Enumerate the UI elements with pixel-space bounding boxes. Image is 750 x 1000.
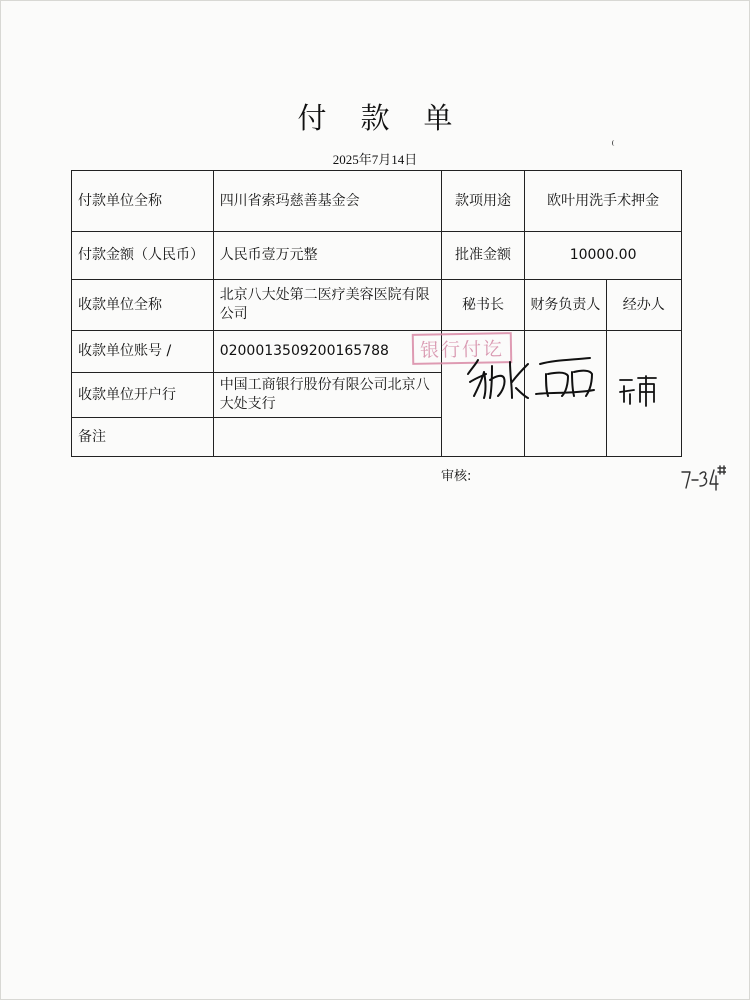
remark-label: 备注 xyxy=(72,418,214,457)
payer-value: 四川省索玛慈善基金会 xyxy=(213,171,441,232)
audit-label: 审核: xyxy=(441,469,472,484)
bank-label: 收款单位开户行 xyxy=(72,373,214,418)
purpose-value: 欧叶用洗手术押金 xyxy=(525,171,682,232)
secretary-signature xyxy=(462,352,532,408)
table-row xyxy=(72,171,682,232)
finance-head-label: 财务负责人 xyxy=(525,280,606,331)
handwritten-note xyxy=(678,462,726,492)
document-date: 2025年7月14日 xyxy=(332,152,418,167)
amount-label: 付款金额（人民币） xyxy=(72,232,214,280)
purpose-label: 款项用途 xyxy=(441,171,524,232)
secretary-label: 秘书长 xyxy=(441,280,524,331)
document-title: 付款单 xyxy=(297,101,487,135)
approved-amount-label: 批准金额 xyxy=(441,232,524,280)
account-value: 0200013509200165788 xyxy=(213,331,441,373)
table-row xyxy=(72,232,682,280)
payee-value: 北京八大处第二医疗美容医院有限公司 xyxy=(213,280,441,331)
payee-label: 收款单位全称 xyxy=(72,280,214,331)
account-label: 收款单位账号 / xyxy=(72,331,214,373)
handler-label: 经办人 xyxy=(606,280,681,331)
remark-value xyxy=(213,418,441,457)
pen-mark xyxy=(612,140,617,146)
bank-paid-stamp: 银行付讫 xyxy=(412,332,513,365)
approved-amount-value: 10000.00 xyxy=(525,232,682,280)
payer-label: 付款单位全称 xyxy=(72,171,214,232)
payment-form-table xyxy=(71,170,682,457)
table-row xyxy=(72,280,682,331)
handler-signature xyxy=(616,372,662,408)
amount-value: 人民币壹万元整 xyxy=(213,232,441,280)
finance-head-signature xyxy=(532,352,602,402)
bank-value: 中国工商银行股份有限公司北京八大处支行 xyxy=(213,373,441,418)
